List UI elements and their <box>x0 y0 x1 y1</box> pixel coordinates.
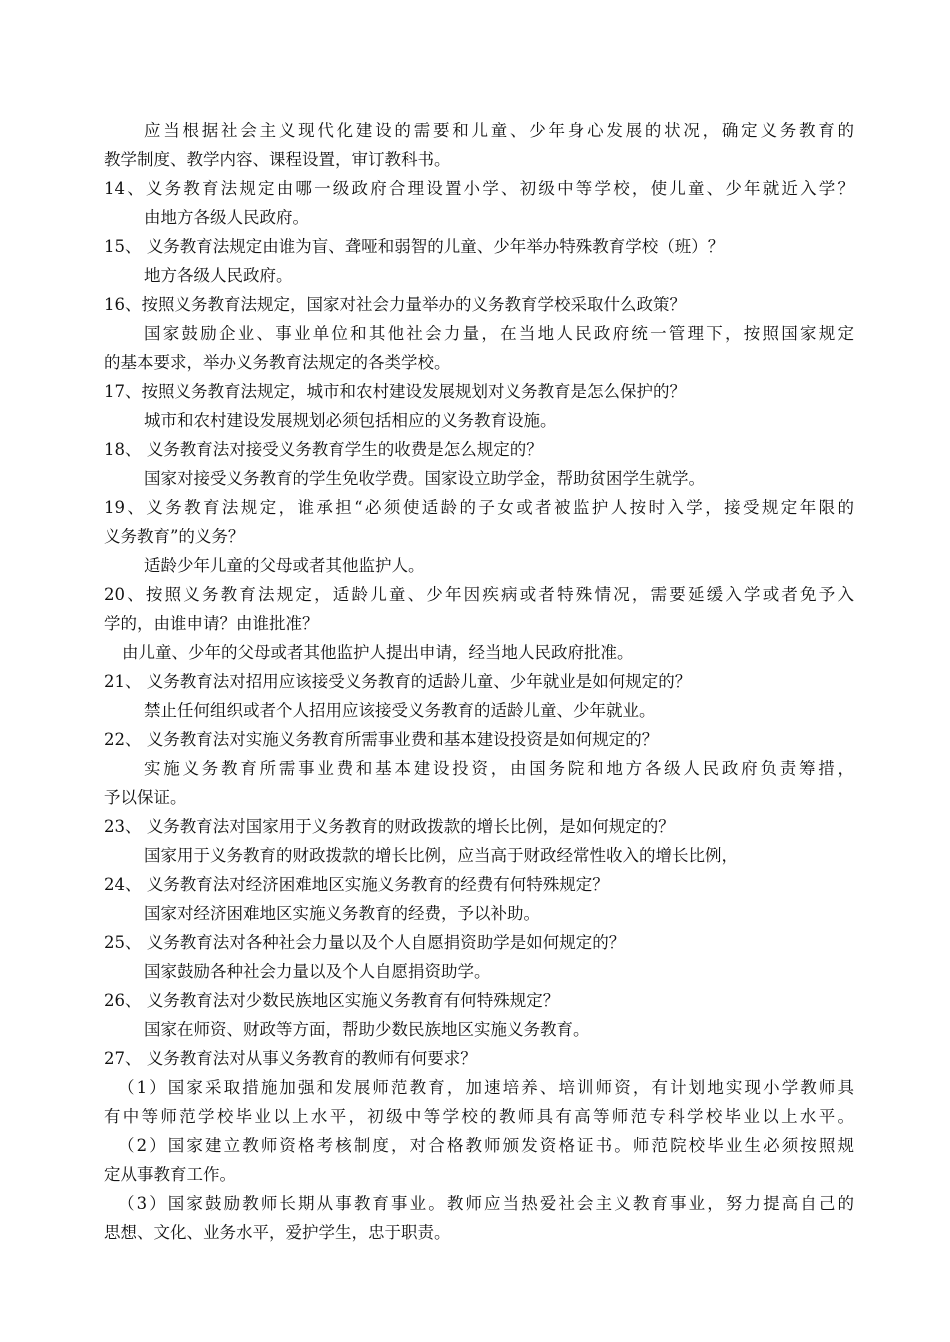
question-17: 17、按照义务教育法规定，城市和农村建设发展规划对义务教育是怎么保护的？ <box>104 382 686 401</box>
answer-line: 国家对经济困难地区实施义务教育的经费，予以补助。 <box>144 904 540 923</box>
question-14: 14、义务教育法规定由哪一级政府合理设置小学、初级中等学校，使儿童、少年就近入学？ <box>104 179 854 198</box>
answer-line: 予以保证。 <box>104 788 187 807</box>
question-line: 义务教育”的义务？ <box>104 527 245 546</box>
answer-line: 定从事教育工作。 <box>104 1165 236 1184</box>
answer-line: 由地方各级人民政府。 <box>144 208 309 227</box>
answer-item-2: （2）国家建立教师资格考核制度，对合格教师颁发资格证书。师范院校毕业生必须按照规 <box>118 1136 854 1155</box>
question-26: 26、 义务教育法对少数民族地区实施义务教育有何特殊规定？ <box>104 991 560 1010</box>
paragraph-line: 教学制度、教学内容、课程设置，审订教科书。 <box>104 150 451 169</box>
question-20: 20、按照义务教育法规定，适龄儿童、少年因疾病或者特殊情况，需要延缓入学或者免予入 <box>104 585 854 604</box>
answer-item-3: （3）国家鼓励教师长期从事教育事业。教师应当热爱社会主义教育事业，努力提高自己的 <box>118 1194 854 1213</box>
answer-line: 有中等师范学校毕业以上水平，初级中等学校的教师具有高等师范专科学校毕业以上水平。 <box>104 1107 854 1126</box>
answer-line: 的基本要求，举办义务教育法规定的各类学校。 <box>104 353 451 372</box>
answer-line: 国家鼓励各种社会力量以及个人自愿捐资助学。 <box>144 962 491 981</box>
paragraph-line: 应当根据社会主义现代化建设的需要和儿童、少年身心发展的状况，确定义务教育的 <box>144 121 854 140</box>
answer-line: 国家在师资、财政等方面，帮助少数民族地区实施义务教育。 <box>144 1020 590 1039</box>
question-23: 23、 义务教育法对国家用于义务教育的财政拨款的增长比例，是如何规定的？ <box>104 817 675 836</box>
answer-item-1: （1）国家采取措施加强和发展师范教育，加速培养、培训师资，有计划地实现小学教师具 <box>118 1078 854 1097</box>
question-24: 24、 义务教育法对经济困难地区实施义务教育的经费有何特殊规定？ <box>104 875 609 894</box>
question-line: 学的，由谁申请？由谁批准？ <box>104 614 319 633</box>
answer-line: 地方各级人民政府。 <box>144 266 293 285</box>
answer-line: 国家鼓励企业、事业单位和其他社会力量，在当地人民政府统一管理下，按照国家规定 <box>144 324 854 343</box>
answer-line: 由儿童、少年的父母或者其他监护人提出申请，经当地人民政府批准。 <box>122 643 634 662</box>
answer-line: 思想、文化、业务水平，爱护学生，忠于职责。 <box>104 1223 451 1242</box>
answer-line: 禁止任何组织或者个人招用应该接受义务教育的适龄儿童、少年就业。 <box>144 701 656 720</box>
answer-line: 实施义务教育所需事业费和基本建设投资，由国务院和地方各级人民政府负责筹措， <box>144 759 854 778</box>
question-21: 21、 义务教育法对招用应该接受义务教育的适龄儿童、少年就业是如何规定的？ <box>104 672 692 691</box>
question-27: 27、 义务教育法对从事义务教育的教师有何要求？ <box>104 1049 477 1068</box>
answer-line: 城市和农村建设发展规划必须包括相应的义务教育设施。 <box>144 411 557 430</box>
answer-line: 适龄少年儿童的父母或者其他监护人。 <box>144 556 425 575</box>
question-19: 19、义务教育法规定，谁承担“必须使适龄的子女或者被监护人按时入学，接受规定年限的 <box>104 498 854 517</box>
question-22: 22、 义务教育法对实施义务教育所需事业费和基本建设投资是如何规定的？ <box>104 730 659 749</box>
question-15: 15、 义务教育法规定由谁为盲、聋哑和弱智的儿童、少年举办特殊教育学校（班）？ <box>104 237 725 256</box>
question-18: 18、 义务教育法对接受义务教育学生的收费是怎么规定的？ <box>104 440 543 459</box>
answer-line: 国家用于义务教育的财政拨款的增长比例，应当高于财政经常性收入的增长比例， <box>144 846 738 865</box>
question-25: 25、 义务教育法对各种社会力量以及个人自愿捐资助学是如何规定的？ <box>104 933 626 952</box>
question-16: 16、按照义务教育法规定，国家对社会力量举办的义务教育学校采取什么政策？ <box>104 295 686 314</box>
answer-line: 国家对接受义务教育的学生免收学费。国家设立助学金，帮助贫困学生就学。 <box>144 469 705 488</box>
